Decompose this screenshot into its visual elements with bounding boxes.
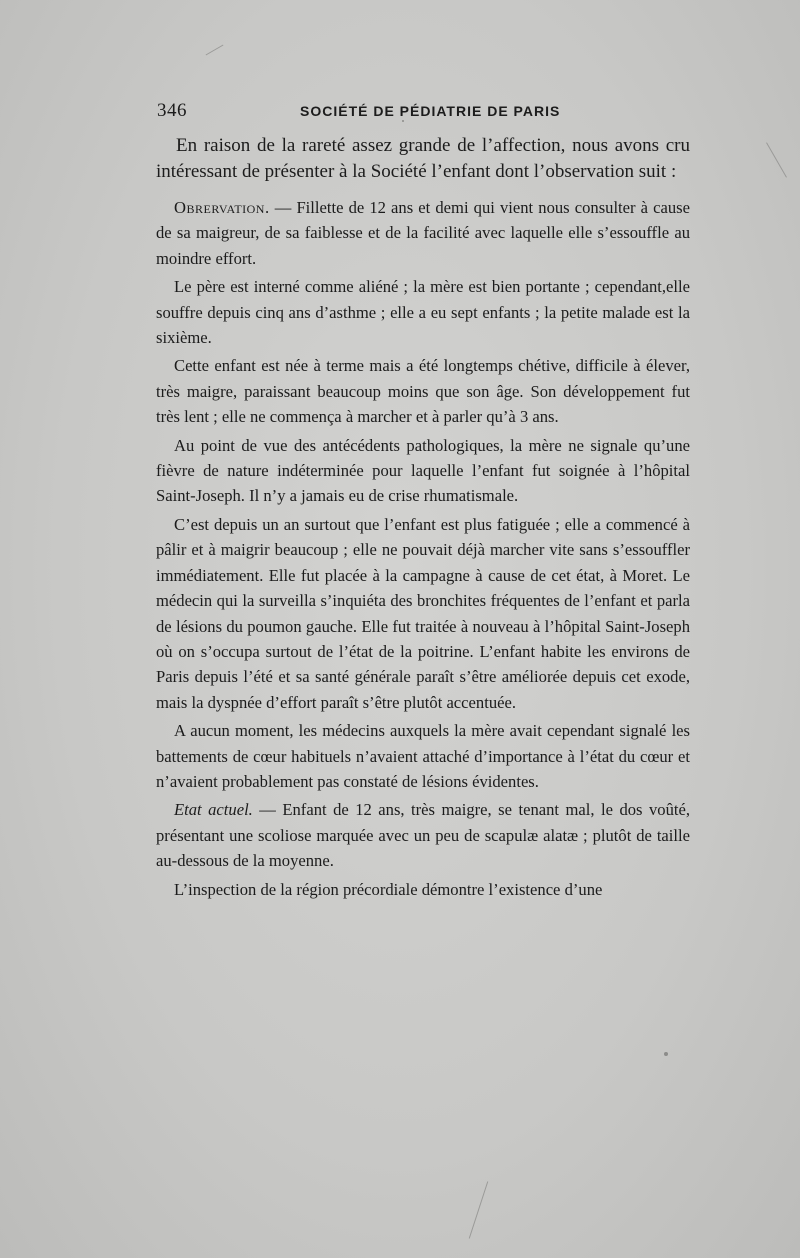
etat-label: Etat actuel. — [174, 800, 253, 820]
paper-speck — [402, 120, 404, 122]
page-header — [157, 100, 687, 124]
paper-scratch — [469, 1181, 488, 1238]
paragraph-antecedents: Au point de vue des antécédents pathologiques, la mère ne signale qu’une fièvre de nature indéterminée pour laquelle l’enfant fut soignée à l’hôpital Saint-Joseph. Il n’y a jamais eu de crise rhumatismale. — [156, 435, 690, 506]
observation-label: Obrervation. — [174, 198, 270, 217]
etat-text: — Enfant de 12 ans, très maigre, se tenant mal, le dos voûté, présentant une scoliose marquée avec un peu de scapulæ alatæ ; plutôt de taille au-dessous de la moyenne. — [156, 800, 690, 871]
paper-scratch — [206, 45, 224, 56]
page-number: 346 — [157, 100, 187, 121]
paragraph-parents: Le père est interné comme aliéné ; la mère est bien portante ; cependant,elle souffre depuis cinq ans d’asthme ; elle a eu sept enfants ; la petite malade est la sixième. — [156, 277, 690, 348]
paragraph-inspection: L’inspection de la région précordiale démontre l’existence d’une — [174, 879, 603, 899]
paragraph-history: C’est depuis un an surtout que l’enfant est plus fatiguée ; elle a commencé à pâlir et à maigrir beaucoup ; elle ne pouvait déjà marcher vite sans s’essouffler immédiatement. Elle fut placée à la campagne à cause de cet état, à Moret. Le médecin qui la surveilla s’inquiéta des bronchites fréquentes de l’enfant et parla de lésions du poumon gauche. Elle fut traitée à nouveau à l’hôpital Saint-Joseph où on s’occupa surtout de l’état de la poitrine. L’enfant habite les environs de Paris depuis l’été et sa santé générale paraît s’être améliorée depuis cet exode, mais la dyspnée d’effort paraît s’être plutôt accentuée. — [156, 514, 690, 712]
paper-scratch — [766, 142, 787, 177]
observation-paragraph — [156, 195, 690, 271]
paragraph-doctors: A aucun moment, les médecins auxquels la mère avait cependant signalé les battements de cœur habituels n’avaient attaché d’importance à l’état du cœur et n’avaient probablement pas constaté de lésions évidentes. — [156, 721, 690, 791]
observation-text: — Fillette de 12 ans et demi qui vient nous consulter à cause de sa maigreur, de sa faiblesse et de la facilité avec laquelle elle s’essouffle au moindre effort. — [156, 198, 690, 268]
paper-speck — [664, 1052, 668, 1056]
paragraph-birth: Cette enfant est née à terme mais a été longtemps chétive, difficile à élever, très maigre, paraissant beaucoup moins que son âge. Son développement fut très lent ; elle ne commença à marcher et à parler qu’à 3 ans. — [156, 356, 690, 427]
body-text — [156, 133, 690, 905]
running-title: SOCIÉTÉ DE PÉDIATRIE DE PARIS — [300, 103, 561, 119]
intro-paragraph: En raison de la rareté assez grande de l’affection, nous avons cru intéressant de présenter à la Société l’enfant dont l’observation suit : — [156, 135, 690, 182]
etat-paragraph — [156, 797, 690, 873]
